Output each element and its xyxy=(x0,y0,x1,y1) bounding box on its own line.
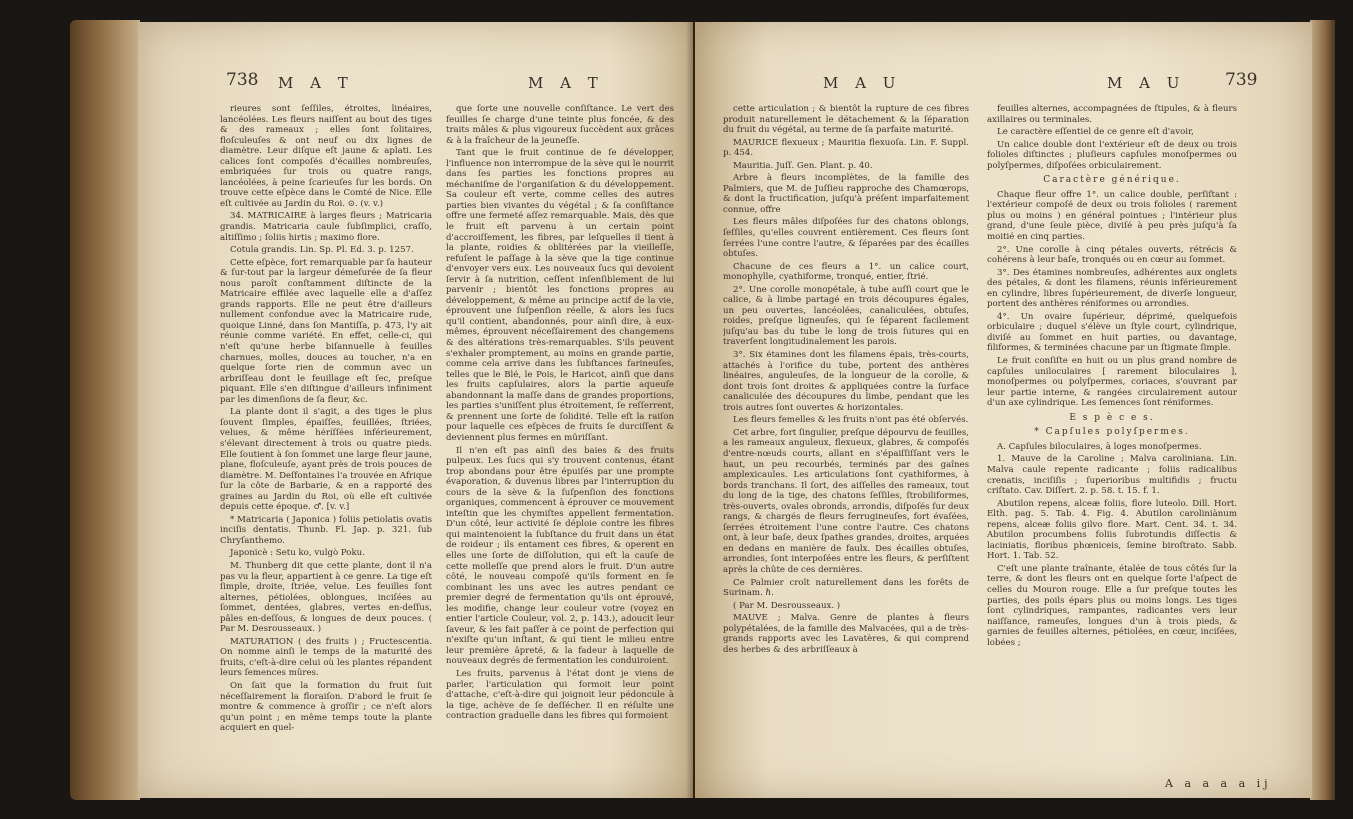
paragraph: Cette eſpèce, fort remarquable par ſa hauteur & ſur-tout par la largeur démeſurée de ſa fleur nous paroît conſtamment diſtincte de la Matricaire effilée avec laquelle elle a d'aſſez grands rapports. Elle ne peut être d'ailleurs nullement confondue avec la Matricaire rude, quoique Linné, dans ſon Mantiſſa, p. 473, l'y ait réunie comme variété. En effet, celle-ci, qui n'eſt qu'une herbe biſannuelle à feuilles charnues, molles, douces au toucher, n'a en quelque ſorte rien de commun avec un arbriſſeau dont le feuillage eſt ſec, preſque piquant. Elle s'en diſtingue d'ailleurs infiniment par les dimenſions de ſa fleur, &c. xyxy=(220,257,432,405)
signature-mark: A a a a a ij xyxy=(1165,777,1272,790)
paragraph: La plante dont il s'agit, a des tiges le plus ſouvent ſimples, épaiſſes, feuillées, ſtriées, velues, & même héríſſées inférieurement, s'élevant directement à trois ou quatre pieds. Elle ſoutient à ſon ſommet une large fleur jaune, plane, floſculeuſe, ayant près de trois pouces de diamètre. M. Deſfontaines l'a trouvée en Afrique ſur la côte de Barbarie, & en a rapporté des graines au Jardin du Roi, où elle eſt cultivée depuis cette époque. ♂. [v. v.] xyxy=(220,407,432,513)
right-page-column-2 xyxy=(987,104,1237,780)
paragraph: feuilles alternes, accompagnées de ſtipules, & à fleurs axillaires ou terminales. xyxy=(987,104,1237,125)
paragraph: MATURATION ( des fruits ) ; Fructescentia. On nomme ainſi le temps de la maturité des fruits, c'eſt-à-dire celui où les plantes répandent leurs ſemences mûres. xyxy=(220,636,432,679)
paragraph: que ſorte une nouvelle conſiſtance. Le vert des feuilles ſe charge d'une teinte plus foncée, & des traits mâles & plus vigoureux ſuccèdent aux grâces & à la fraîcheur de la jeuneſſe. xyxy=(446,104,674,146)
right-page xyxy=(695,22,1312,798)
paragraph: Le caractère eſſentiel de ce genre eſt d'avoir, xyxy=(997,127,1194,138)
paragraph: E s p è c e s. xyxy=(1069,412,1155,423)
page-number-right: 739 xyxy=(1225,70,1258,90)
page-number-left: 738 xyxy=(226,70,259,90)
paragraph: 4°. Un ovaire ſupérieur, déprimé, quelquefois orbiculaire ; duquel s'élève un ſtyle court, cylindrique, diviſé au ſommet en huit parties, ou davantage, filiformes, & terminées chacune par un ſtigmate ſimple. xyxy=(987,311,1237,354)
paragraph: 34. MATRICAIRE à larges fleurs ; Matricaria grandis. Matricaria caule ſubſimplici, craſſo, altiſſimo ; ſoliis hirtis ; maximo flore. xyxy=(220,211,432,243)
paragraph: Chacune de ces fleurs a 1°. un calice court, monophylle, cyathiforme, tronqué, entier, ſtrié. xyxy=(723,261,969,283)
paragraph: 3°. Six étamines dont les filamens épais, très-courts, attachés à l'orifice du tube, portent des anthères linéaires, anguleuſes, de la longueur de la corolle, & dont trois ſont droites & appliquées contre la ſurface canaliculée des découpures du limbe, pendant que les trois autres ſont ouvertes & horizontales. xyxy=(723,350,969,413)
paragraph: Cotula grandis. Lin. Sp. Pl. Ed. 3. p. 1257. xyxy=(230,245,414,256)
paragraph: Cet arbre, fort ſingulier, preſque dépourvu de feuilles, a les rameaux anguleux, flexueux, glabres, & compoſés d'entre-nœuds courts, allant en s'épaiſſiſſant vers le haut, un peu recourbés, terminés par des gaînes amplexicaules. Les articulations ſont cyathiformes, à bords tranchans. Il ſort, des aiſſelles des rameaux, tout du long de la tige, des chatons ſeſſiles, ſtrobiliformes, très-ouverts, ovales obronds, arrondis, diſpoſés ſur deux rangs, & chargés de fleurs ferrugineuſes, fort évaſées, ſerrées étroitement l'une contre l'autre. Ces chatons ont, à leur baſe, deux ſpathes grandes, droites, arquées en dedans en manière de faulx. Des écailles obtuſes, arrondies, ſont interpoſées entre les fleurs, & perſiſtent après la chûte de ces dernières. xyxy=(723,427,969,575)
paragraph: Un calice double dont l'extérieur eſt de deux ou trois folioles diſtinctes ; pluſieurs capſules monoſpermes ou polyſpermes, diſpoſées orbiculairement. xyxy=(987,139,1237,171)
paragraph: cette articulation ; & bientôt la rupture de ces fibres produit naturellement le détachement & la ſéparation du fruit du végétal, au terme de ſa parfaite maturité. xyxy=(723,104,969,136)
paragraph: Le fruit conſiſte en huit ou un plus grand nombre de capſules uniloculaires [ rarement biloculaires ], monoſpermes ou polyſpermes, coriaces, s'ouvrant par leur partie interne, & rangées circulairement autour d'un axe cylindrique. Les ſemences ſont réniformes. xyxy=(987,356,1237,409)
paragraph: Tant que le fruit continue de ſe développer, l'influence non interrompue de la sève qui le nourrit dans ſes parties les fonctions propres au méchaniſme de l'organiſation & du développement. Sa couleur eſt verte, comme celles des autres parties bien vivantes du végétal ; & ſa conſiſtance offre une fermeté aſſez remarquable. Mais, dès que le fruit eſt parvenu à un certain point d'accroiſſement, les fibres, par leſquelles il tient à la plante, roidies & oblitérées par la vieilleſſe, refuſent le paſſage à la sève que la tige continue d'envoyer vers eux. Les nouveaux ſucs qui devoient ſervir à ſa nutrition, ceſſent inſenſiblement de lui parvenir ; bientôt les fonctions propres au développement, & même au principe actif de la vie, éprouvent une ſuſpenſion réelle, & alors les ſucs qu'il contient, abandonnés, pour ainſi dire, à eux-mêmes, éprouvent néceſſairement des changemens & des altérations très-remarquables. S'ils peuvent s'exhaler promptement, au moins en grande partie, comme cela arrive dans les ſubſtances farineuſes, telles que le Blé, le Pois, le Haricot, ainſi que dans les fruits capſulaires, alors la partie aqueuſe abandonnant la maſſe dans de grandes proportions, les parties s'uniſſent plus étroitement, ſe reſſerrent, & prennent une ſorte de ſolidité. Telle eſt la raiſon pour laquelle ces eſpèces de fruits ſe durciſſent & deviennent plus fermes en mûriſſant. xyxy=(446,148,674,443)
paragraph: * Capſules polyſpermes. xyxy=(1034,427,1190,438)
paragraph: Japonicè : Setu ko, vulgò Poku. xyxy=(230,548,365,559)
paragraph: 3°. Des étamines nombreuſes, adhérentes aux onglets des pétales, & dont les filamens, réunis inférieurement en cylindre, libres ſupérieurement, de diverſe longueur, portent des anthères réniformes ou arrondies. xyxy=(987,267,1237,310)
paragraph: Ce Palmier croît naturellement dans les forêts de Surinam. ℏ. xyxy=(723,577,969,599)
paragraph: ( Par M. Desrousseaux. ) xyxy=(733,600,841,611)
paragraph: Arbre à fleurs incomplètes, de la famille des Palmiers, que M. de Juſſieu rapproche des Chamœrops, & dont la fructification, juſqu'à préſent imparfaitement connue, offre xyxy=(723,173,969,215)
paragraph: 1. Mauve de la Caroline ; Malva caroliniana. Lin. Malva caule repente radicante ; foliis radicalibus crenatis, inciſiſis ; ſuperioribus multifidis ; fructu criſtato. Cav. Diſſert. 2. p. 58. t. 15. f. 1. xyxy=(987,454,1237,497)
left-page xyxy=(138,22,693,798)
paragraph: Les fruits, parvenus à l'état dont je viens de parler, l'articulation qui formoit leur point d'attache, c'eſt-à-dire qui joignoit leur pédoncule à la tige, achève de ſe deſſécher. Il en réſulte une contraction graduelle dans les fibres qui formoient xyxy=(446,668,674,722)
running-head-right-col2: M A U xyxy=(1107,74,1186,92)
paragraph: * Matricaria ( Japonica ) foliis petiolatis ovatis inciſis dentatis. Thunb. Fl. Jap. p. 321. ſub Chryſanthemo. xyxy=(220,514,432,546)
paragraph: On ſait que la formation du fruit ſuit néceſſairement la floraiſon. D'abord le fruit ſe montre & commence à groſſir ; ce n'eſt alors qu'un point ; en même temps toute la plante acquiert en quel- xyxy=(220,680,432,734)
running-head-right-col1: M A U xyxy=(823,74,902,92)
paragraph: Abutilon repens, alceæ foliis, flore luteolo. Dill. Hort. Elth. pag. 5. Tab. 4. Fig. 4. Abutilon caroliniànum repens, alceæ foliis gilvo flore. Mart. Cent. 34. t. 34. Abutilon procumbens foliis ſubrotundis diſſectis & laciniatis, floribus phœniceis, ſemine biroſtrato. Sabb. Hort. 1. Tab. 52. xyxy=(987,498,1237,562)
running-head-left-col2: M A T xyxy=(528,74,604,92)
paragraph: 2°. Une corolle à cinq pétales ouverts, rétrécis & cohérens à leur baſe, tronqués ou en cœur au ſommet. xyxy=(987,244,1237,266)
paragraph: Les fleurs femelles & les fruits n'ont pas été obſervés. xyxy=(733,415,969,426)
book-edge-right xyxy=(1310,20,1335,800)
left-page-column-2 xyxy=(446,104,674,794)
paragraph: Chaque fleur offre 1°. un calice double, perſiſtant : l'extérieur compoſé de deux ou trois folioles ( rarement plus ou moins ) en général pointues ; l'intérieur plus grand, d'une ſeule pièce, diviſé à peu près juſqu'à ſa moitié en cinq parties. xyxy=(987,189,1237,243)
paragraph: Les fleurs mâles diſpoſées ſur des chatons oblongs, ſeſſiles, qu'elles couvrent entièrement. Ces fleurs ſont ſerrées l'une contre l'autre, & ſéparées par des écailles obtuſes. xyxy=(723,217,969,260)
paragraph: Mauritia. Juſſ. Gen. Plant. p. 40. xyxy=(733,160,873,171)
paragraph: C'eſt une plante traînante, étalée de tous côtés ſur la terre, & dont les fleurs ont en quelque ſorte l'aſpect de celles du Mouron rouge. Elle a ſur preſque toutes les parties, des poils épars plus ou moins longs. Les tiges ſont cylindriques, rampantes, radicantes vers leur naiſſance, rameuſes, longues d'un à trois pieds, & garnies de feuilles alternes, pétiolées, en cœur, inciſées, lobées ; xyxy=(987,563,1237,648)
paragraph: M. Thunberg dit que cette plante, dont il n'a pas vu la fleur, appartient à ce genre. La tige eſt ſimple, droite, ſtriée, velue. Les feuilles ſont alternes, pétiolées, oblongues, inciſées au ſommet, dentées, glabres, vertes en-deſſus, pâles en-deſſous, & longues de deux pouces. ( Par M. Desrousseaux. ) xyxy=(220,560,432,635)
paragraph: MAUVE ; Malva. Genre de plantes à fleurs polypétalées, de la famille des Malvacées, qui a de très-grands rapports avec les Lavatères, & qui comprend des herbes & des arbriſſeaux à xyxy=(723,613,969,655)
right-page-column-1 xyxy=(723,104,969,774)
running-head-left-col1: M A T xyxy=(278,74,354,92)
book-edge-left xyxy=(70,20,140,800)
paragraph: Il n'en eſt pas ainſi des baies & des fruits pulpeux. Les ſucs qui s'y trouvent contenus, étant trop abondans pour être épuiſés par une prompte évaporation, & duvenus libres par l'interruption du cours de la sève & la ſuſpenſion des fonctions organiques, commencent à éprouver ce mouvement inteſtin que les chymiſtes appellent fermentation. D'un côté, leur activité ſe déploie contre les fibres qui maintenoient la ſubſtance du fruit dans un état de roideur ; ils entament ces fibres, & operent en elles une ſorte de diſſolution, qui eſt la cauſe de cette molleſſe que prend alors le fruit. D'un autre côté, le nouveau compoſé qu'ils forment en ſe combinant les uns avec les autres pendant ce premier degré de fermentation qu'ils ont éprouvé, les modifie, change leur couleur votre (voyez en entier l'article Couleur, vol. 2, p. 143.), adoucit leur ſaveur, & les fait paſſer à ce point de perfection qui n'exiſte qu'un inſtant, & qui tient le milieu entre leur première âpreté, & la fadeur à laquelle de nouveaux degrés de fermentation les conduiroient. xyxy=(446,445,674,667)
left-page-column-1 xyxy=(220,104,432,794)
paragraph: 2°. Une corolle monopétale, à tube auſſi court que le calice, & à limbe partagé en trois découpures égales, un peu ouvertes, lancéolées, canaliculées, obtuſes, roides, preſque ligneuſes, qui ſe ſéparent facilement juſqu'au bas du tube le long de trois ſutures qui en traverſent longitudinalement les parois. xyxy=(723,284,969,348)
paragraph: rieures sont ſeſſiles, étroites, linéaires, lancéolées. Les fleurs naiſſent au bout des tiges & des rameaux ; elles ſont ſolitaires, floſculeuſes & ont neuf ou dix lignes de diamètre. Leur diſque eſt jaune & aplati. Les calices ſont compoſés d'écailles nombreuſes, embriquées ſur trois ou quatre rangs, lancéolées, à peine ſcarieuſes ſur les bords. On trouve cette eſpèce dans le Comté de Nice. Elle eſt cultivée au Jardin du Roi. ⊙. (v. v.) xyxy=(220,104,432,209)
paragraph: MAURICE flexueux ; Mauritia flexuoſa. Lin. F. Suppl. p. 454. xyxy=(723,137,969,159)
paragraph: Caractère générique. xyxy=(1043,175,1181,186)
paragraph: A. Capſules biloculaires, à loges monoſpermes. xyxy=(997,441,1202,452)
